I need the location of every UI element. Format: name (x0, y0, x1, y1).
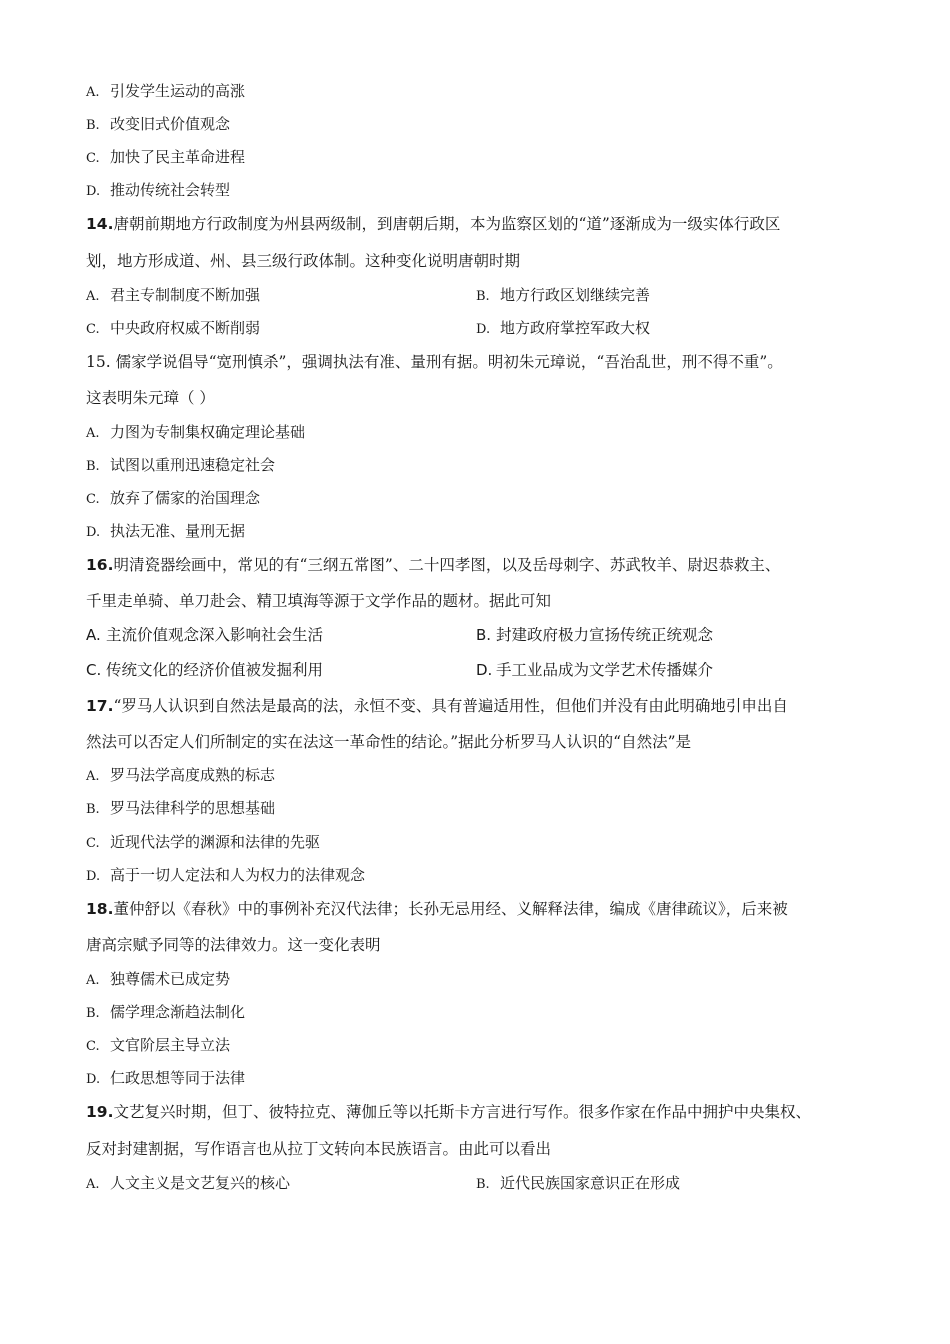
option-text: 封建政府极力宣扬传统正统观念 (496, 626, 714, 644)
option-letter: B. (86, 459, 100, 474)
option-letter: B. (476, 626, 492, 644)
q16-option-a (86, 625, 323, 645)
option-text: 儒学理念渐趋法制化 (110, 1003, 246, 1021)
q15-option-d (86, 521, 245, 543)
question-number: 14. (86, 215, 114, 233)
q18-stem-line-2: 唐高宗赋予同等的法律效力。这一变化表明 (86, 936, 381, 954)
q19-option-a (86, 1173, 290, 1195)
q17-option-b (86, 798, 275, 820)
option-letter: D. (86, 869, 101, 884)
option-letter: A. (86, 769, 100, 784)
option-letter: A. (86, 289, 100, 304)
option-letter: B. (476, 289, 490, 304)
option-letter: B. (86, 802, 100, 817)
question-number: 18. (86, 900, 114, 918)
q15-stem-line-1: 15. 儒家学说倡导“宽刑慎杀”，强调执法有准、量刑有据。明初朱元璋说，“吾治乱世，刑不得不重”。 (86, 353, 783, 371)
q16-stem-line-1 (86, 555, 780, 575)
q19-option-b (476, 1173, 680, 1195)
question-number: 17. (86, 697, 114, 715)
option-text: 执法无准、量刑无据 (110, 522, 246, 540)
option-letter: A. (86, 626, 101, 644)
option-text: 中央政府权威不断削弱 (110, 319, 261, 337)
option-text: 近代民族国家意识正在形成 (500, 1174, 681, 1192)
option-text: 独尊儒术已成定势 (110, 970, 231, 988)
question-number: 16. (86, 556, 114, 574)
q14-option-a (86, 285, 260, 307)
option-text: 主流价值观念深入影响社会生活 (106, 626, 324, 644)
q13-option-c (86, 147, 245, 169)
q18-stem-line-1 (86, 899, 788, 919)
q18-option-b (86, 1002, 245, 1024)
option-letter: C. (86, 151, 100, 166)
q15-option-c (86, 488, 260, 510)
option-text: 罗马法律科学的思想基础 (110, 799, 276, 817)
option-text: 改变旧式价值观念 (110, 115, 231, 133)
stem-text: 唐朝前期地方行政制度为州县两级制，到唐朝后期，本为监察区划的“道”逐渐成为一级实体行政区 (113, 215, 781, 233)
stem-text: 文艺复兴时期，但丁、彼特拉克、薄伽丘等以托斯卡方言进行写作。很多作家在作品中拥护中央集权、 (113, 1103, 811, 1121)
q13-option-a (86, 81, 245, 103)
option-letter: C. (86, 836, 100, 851)
option-letter: A. (86, 426, 100, 441)
option-letter: A. (86, 973, 100, 988)
option-text: 高于一切人定法和人为权力的法律观念 (110, 866, 366, 884)
q17-option-a (86, 765, 275, 787)
option-text: 放弃了儒家的治国理念 (110, 489, 261, 507)
q16-option-c (86, 660, 323, 680)
stem-text: 董仲舒以《春秋》中的事例补充汉代法律；长孙无忌用经、义解释法律，编成《唐律疏议》，后来被 (113, 900, 788, 918)
q14-stem-line-2: 划，地方形成道、州、县三级行政体制。这种变化说明唐朝时期 (86, 252, 521, 270)
option-text: 地方行政区划继续完善 (500, 286, 651, 304)
option-letter: D. (86, 525, 101, 540)
q19-stem-line-1 (86, 1102, 811, 1122)
stem-text: “罗马人认识到自然法是最高的法，永恒不变、具有普遍适用性，但他们并没有由此明确地引申出自 (113, 697, 788, 715)
option-text: 手工业品成为文学艺术传播媒介 (496, 661, 714, 679)
option-text: 近现代法学的渊源和法律的先驱 (110, 833, 321, 851)
option-letter: D. (476, 322, 491, 337)
q13-option-d (86, 180, 230, 202)
option-letter: B. (476, 1177, 490, 1192)
option-text: 地方政府掌控军政大权 (500, 319, 651, 337)
q15-option-b (86, 455, 275, 477)
option-letter: D. (86, 184, 101, 199)
option-letter: B. (86, 1006, 100, 1021)
q19-stem-line-2: 反对封建割据，写作语言也从拉丁文转向本民族语言。由此可以看出 (86, 1140, 552, 1158)
option-letter: B. (86, 118, 100, 133)
q14-stem-line-1 (86, 214, 780, 234)
option-text: 罗马法学高度成熟的标志 (110, 766, 276, 784)
q16-stem-line-2: 千里走单骑、单刀赴会、精卫填海等源于文学作品的题材。据此可知 (86, 592, 552, 610)
option-letter: D. (476, 661, 493, 679)
option-letter: A. (86, 1177, 100, 1192)
question-number: 19. (86, 1103, 114, 1121)
q18-option-a (86, 969, 230, 991)
option-text: 传统文化的经济价值被发掘利用 (106, 661, 324, 679)
q18-option-d (86, 1068, 245, 1090)
option-text: 推动传统社会转型 (110, 181, 231, 199)
q15-option-a (86, 422, 305, 444)
q14-option-d (476, 318, 650, 340)
option-text: 仁政思想等同于法律 (110, 1069, 246, 1087)
option-letter: D. (86, 1072, 101, 1087)
q16-option-d (476, 660, 713, 680)
q15-stem-line-2: 这表明朱元璋（ ） (86, 389, 215, 407)
option-text: 人文主义是文艺复兴的核心 (110, 1174, 291, 1192)
option-text: 加快了民主革命进程 (110, 148, 246, 166)
option-text: 文官阶层主导立法 (110, 1036, 231, 1054)
q13-option-b (86, 114, 230, 136)
q17-option-c (86, 832, 320, 854)
q14-option-c (86, 318, 260, 340)
option-text: 引发学生运动的高涨 (110, 82, 246, 100)
option-text: 君主专制制度不断加强 (110, 286, 261, 304)
stem-text: 明清瓷器绘画中，常见的有“三纲五常图”、二十四孝图，以及岳母刺字、苏武牧羊、尉迟恭救主、 (113, 556, 781, 574)
option-letter: C. (86, 661, 102, 679)
option-letter: C. (86, 492, 100, 507)
option-text: 力图为专制集权确定理论基础 (110, 423, 306, 441)
q17-stem-line-2: 然法可以否定人们所制定的实在法这一革命性的结论。”据此分析罗马人认识的“自然法”是 (86, 733, 692, 751)
option-letter: A. (86, 85, 100, 100)
q16-option-b (476, 625, 713, 645)
q14-option-b (476, 285, 650, 307)
option-letter: C. (86, 322, 100, 337)
q17-option-d (86, 865, 365, 887)
option-text: 试图以重刑迅速稳定社会 (110, 456, 276, 474)
q18-option-c (86, 1035, 230, 1057)
q17-stem-line-1 (86, 696, 788, 716)
option-letter: C. (86, 1039, 100, 1054)
